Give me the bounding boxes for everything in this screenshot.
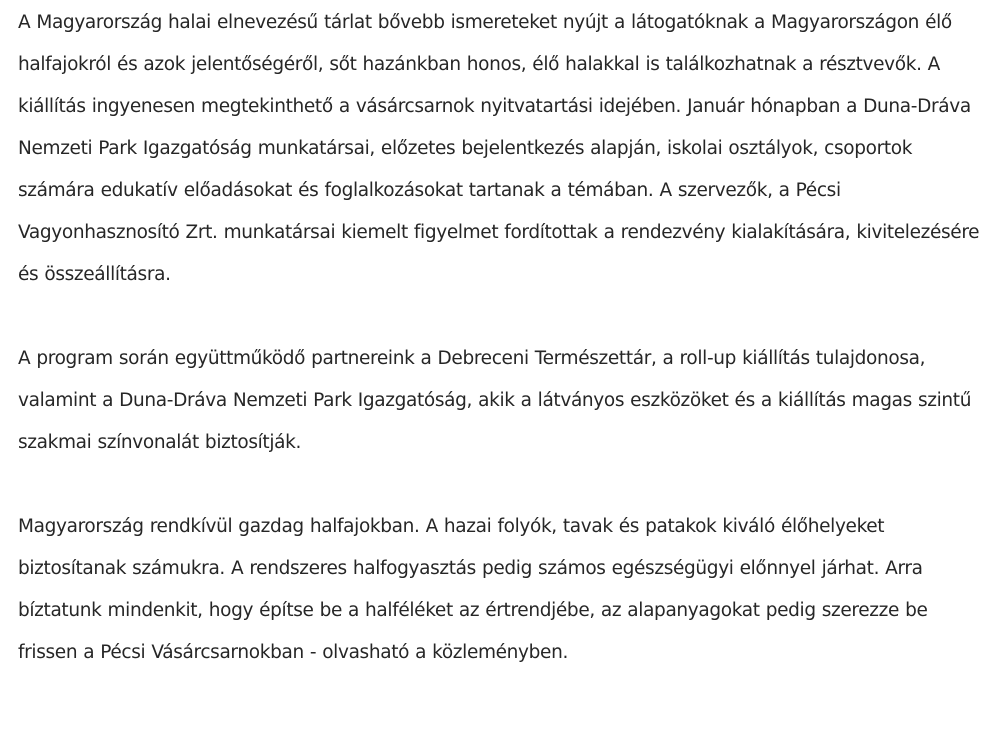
paragraph-exhibition-intro: A Magyarország halai elnevezésű tárlat bővebb ismereteket nyújt a látogatóknak a Magyarországon élő halfajokról és azok jelentőségéről, sőt hazánkban honos, élő halakkal is találkozhatnak a résztvevők. A kiállítás ingyenesen megtekinthető a vásárcsarnok nyitvatartási idejében. Január hónapban a Duna-Dráva Nemzeti Park Igazgatóság munkatársai, előzetes bejelentkezés alapján, iskolai osztályok, csoportok számára edukatív előadásokat és foglalkozásokat tartanak a témában. A szervezők, a Pécsi Vagyonhasznosító Zrt. munkatársai kiemelt figyelmet fordítottak a rendezvény kialakítására, kivitelezésére és összeállításra. (18, 12, 980, 285)
article-body (18, 0, 986, 674)
paragraph-fish-species: Magyarország rendkívül gazdag halfajokban. A hazai folyók, tavak és patakok kiváló élőhelyeket biztosítanak számukra. A rendszeres halfogyasztás pedig számos egészségügyi előnnyel járhat. Arra bíztatunk mindenkit, hogy építse be a halféléket az értrendjébe, az alapanyagokat pedig szerezze be frissen a Pécsi Vásárcsarnokban - olvasható a közleményben. (18, 516, 928, 663)
paragraph-partners: A program során együttműködő partnereink a Debreceni Természettár, a roll-up kiállítás tulajdonosa, valamint a Duna-Dráva Nemzeti Park Igazgatóság, akik a látványos eszközöket és a kiállítás magas szintű szakmai színvonalát biztosítják. (18, 348, 972, 453)
